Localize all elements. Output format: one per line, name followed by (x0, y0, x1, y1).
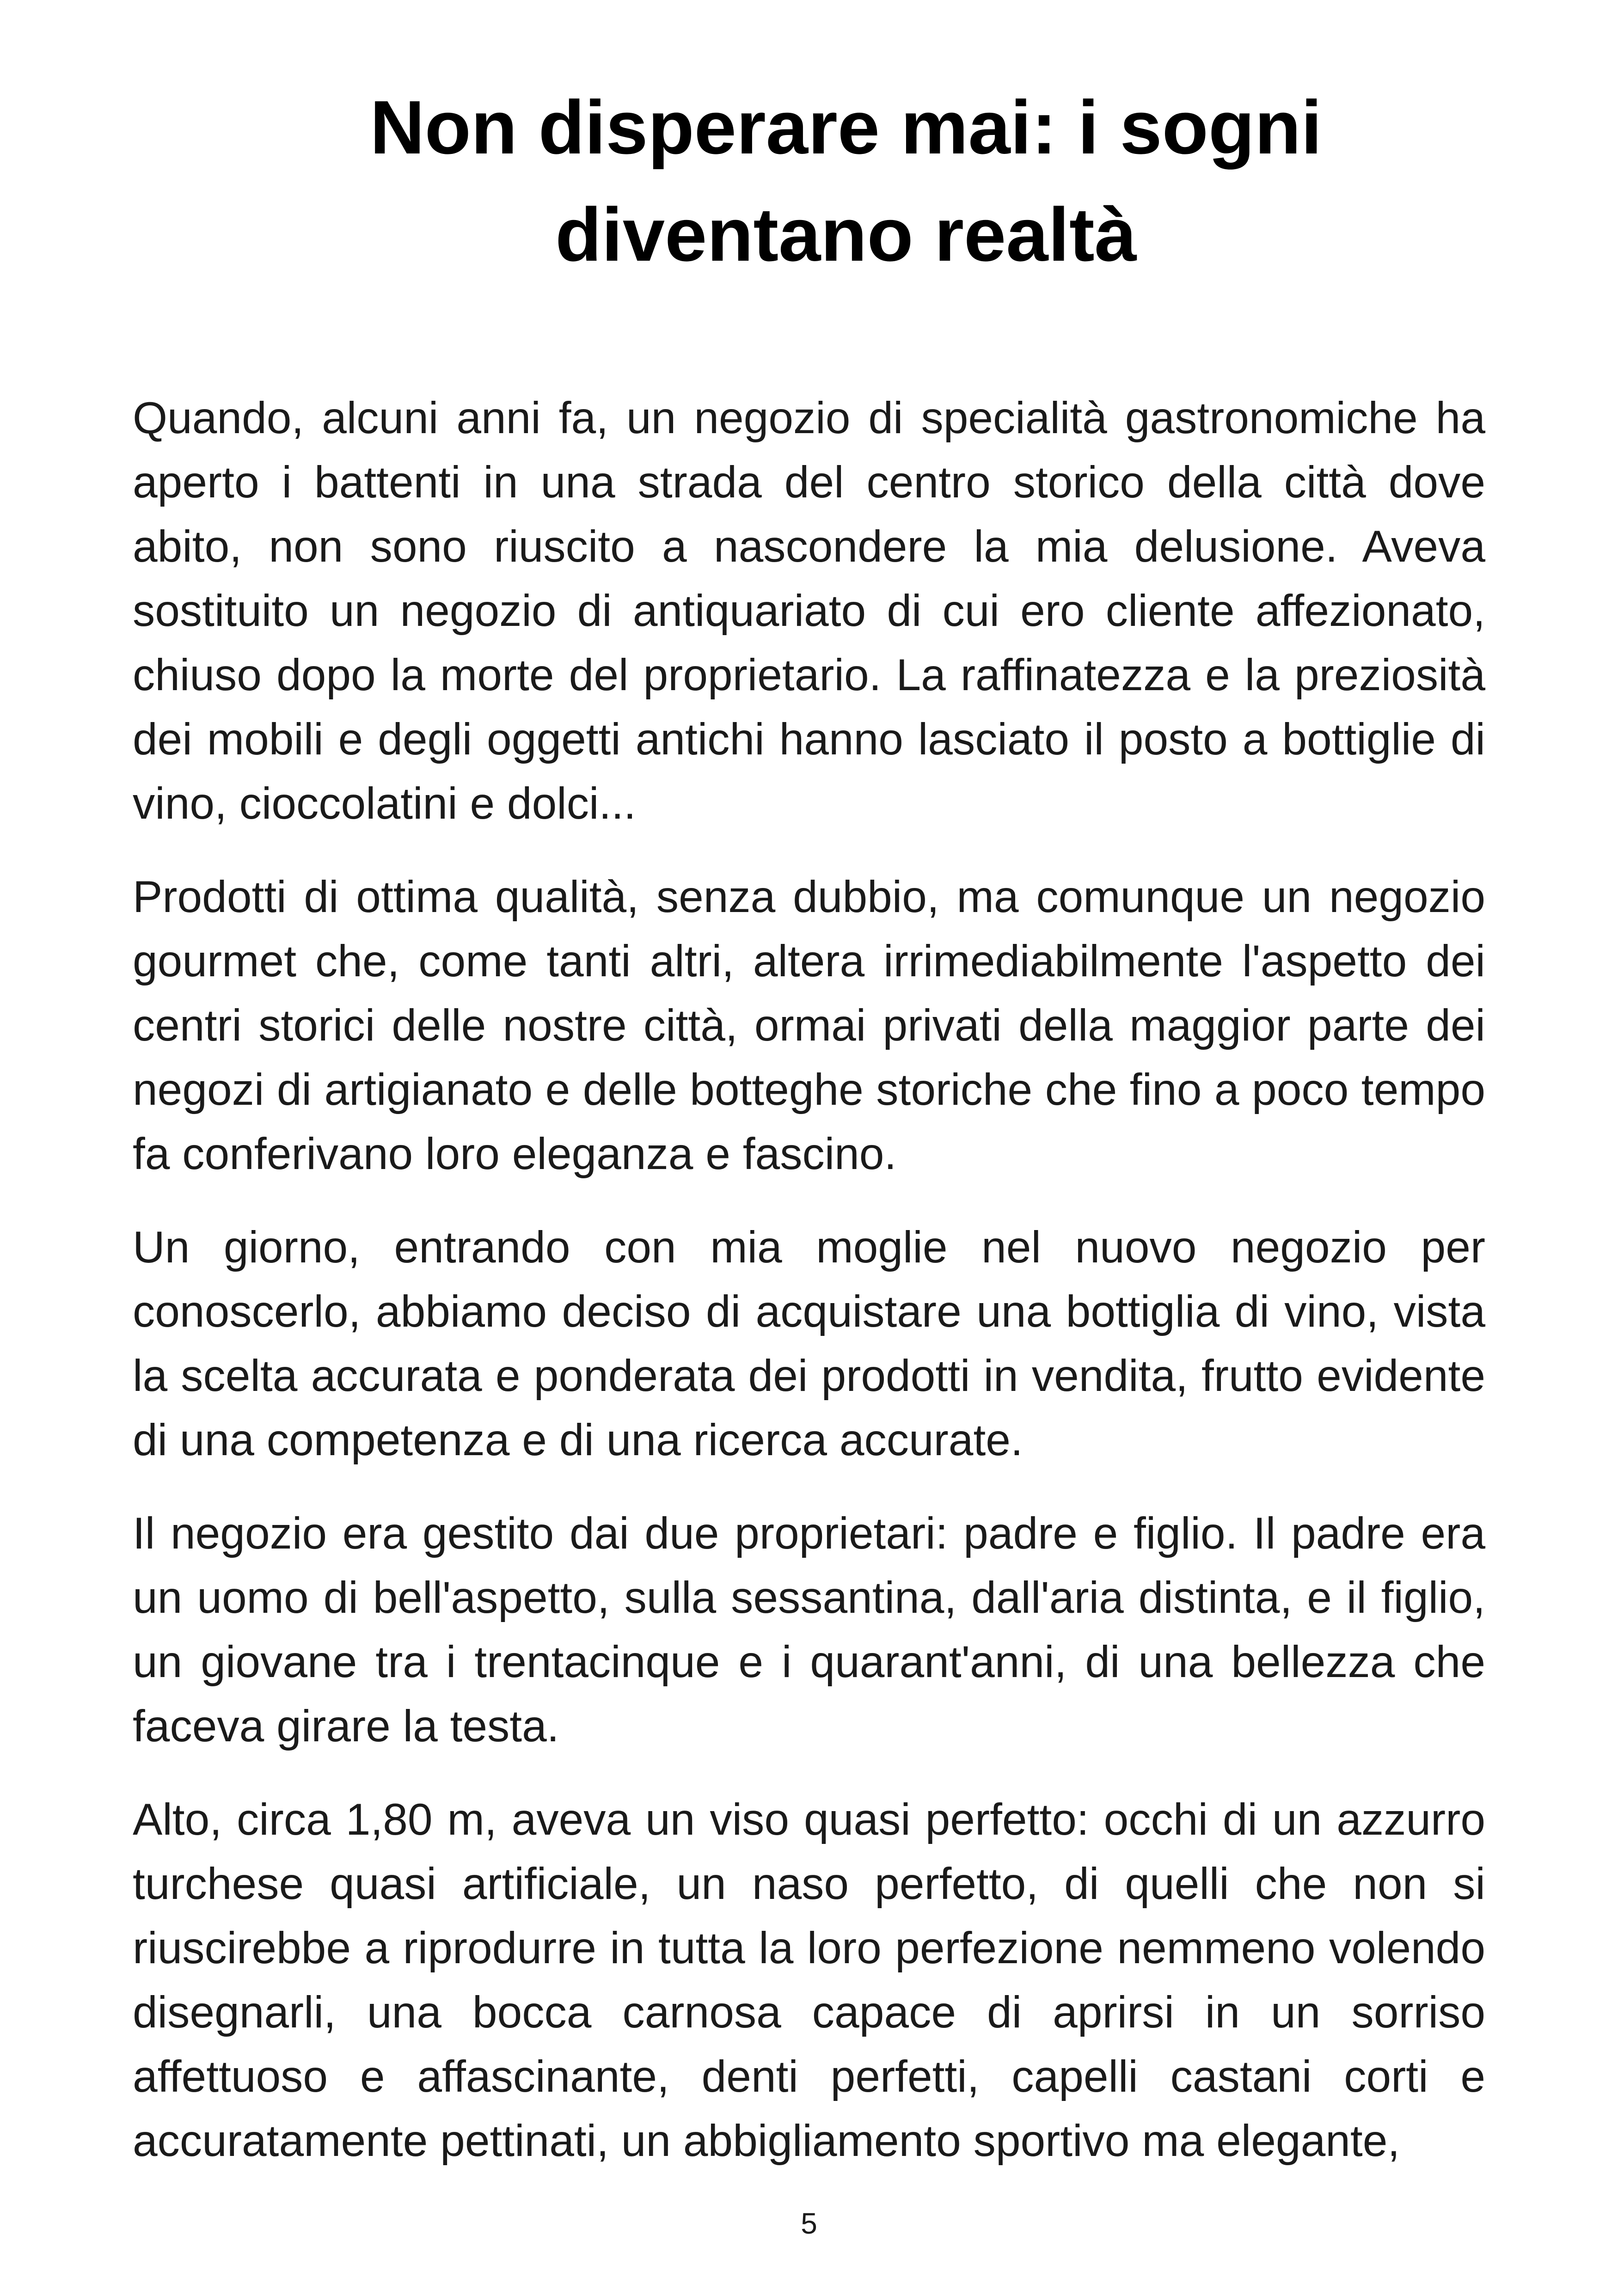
page-title: Non disperare mai: i sogni diventano realtà (370, 85, 1322, 277)
paragraph-4: Il negozio era gestito dai due proprietari: padre e figlio. Il padre era un uomo di bell'aspetto, sulla sessantina, dall'aria distinta, e il figlio, un giovane tra i trentacinque e i quarant'anni, di una bellezza che faceva girare la testa. (133, 1509, 1485, 1751)
page-number: 5 (801, 2207, 817, 2240)
paragraph-1: Quando, alcuni anni fa, un negozio di specialità gastronomiche ha aperto i battenti in una strada del centro storico della città dove abito, non sono riuscito a nascondere la mia delusione. Aveva sostituito un negozio di antiquariato di cui ero cliente affezionato, chiuso dopo la morte del proprietario. La raffinatezza e la preziosità dei mobili e degli oggetti antichi hanno lasciato il posto a bottiglie di vino, cioccolatini e dolci... (133, 393, 1485, 828)
paragraph-5: Alto, circa 1,80 m, aveva un viso quasi perfetto: occhi di un azzurro turchese quasi artificiale, un naso perfetto, di quelli che non si riuscirebbe a riprodurre in tutta la loro perfezione nemmeno volendo disegnarli, una bocca carnosa capace di aprirsi in un sorriso affettuoso e affascinante, denti perfetti, capelli castani corti e accuratamente pettinati, un abbigliamento sportivo ma elegante, (133, 1795, 1485, 2166)
paragraph-3: Un giorno, entrando con mia moglie nel nuovo negozio per conoscerlo, abbiamo deciso di acquistare una bottiglia di vino, vista la scelta accurata e ponderata dei prodotti in vendita, frutto evidente di una competenza e di una ricerca accurate. (133, 1223, 1485, 1465)
paragraph-2: Prodotti di ottima qualità, senza dubbio, ma comunque un negozio gourmet che, come tanti altri, altera irrimediabilmente l'aspetto dei centri storici delle nostre città, ormai privati della maggior parte dei negozi di artigianato e delle botteghe storiche che fino a poco tempo fa conferivano loro eleganza e fascino. (133, 872, 1485, 1179)
body-text (133, 386, 1485, 2202)
